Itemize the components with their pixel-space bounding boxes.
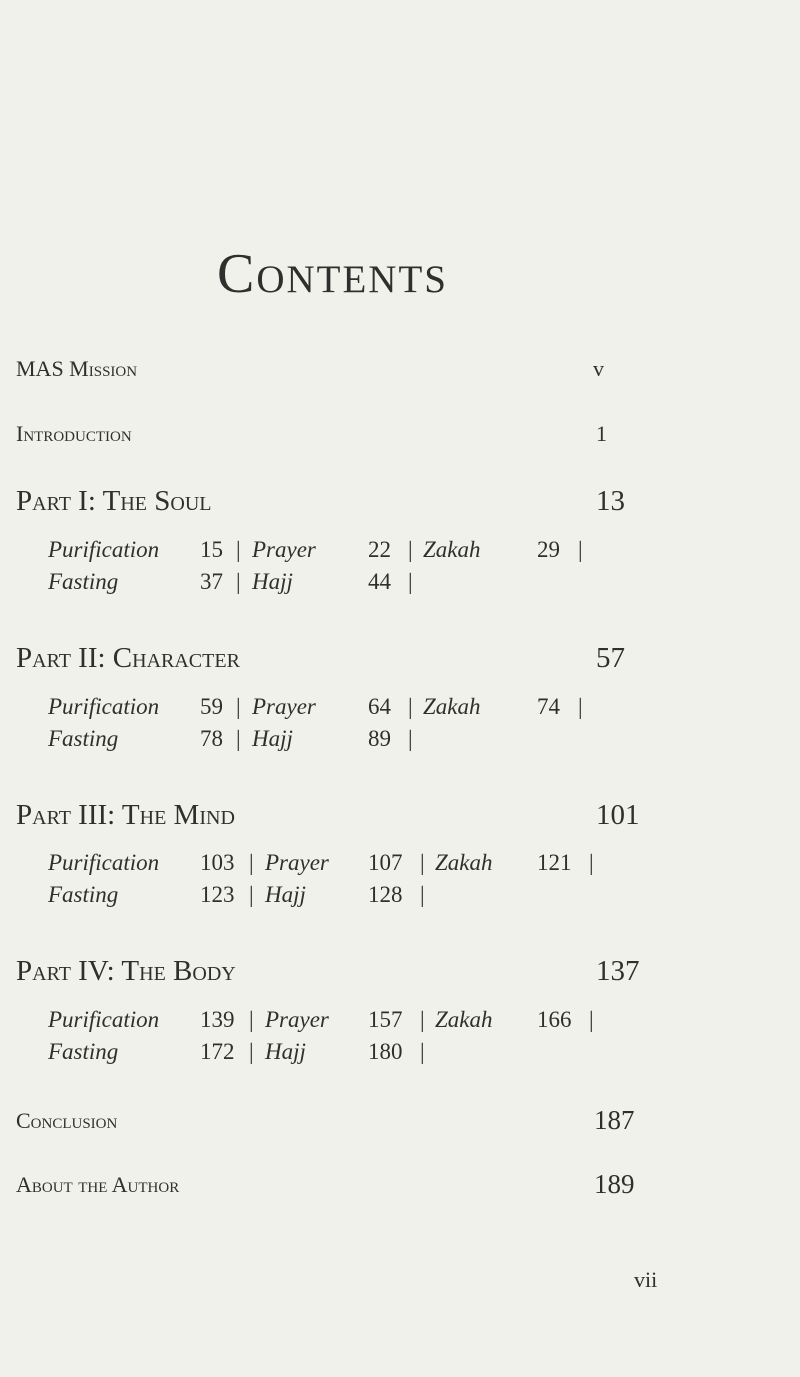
- separator: |: [249, 850, 254, 875]
- separator: |: [420, 882, 425, 907]
- subentry-name[interactable]: Prayer: [252, 537, 316, 562]
- subentry-name[interactable]: Zakah: [435, 1007, 493, 1032]
- page-title: Contents: [216, 243, 448, 305]
- subentry-name[interactable]: Hajj: [265, 882, 306, 907]
- toc-entry-mas-mission[interactable]: [16, 356, 626, 382]
- entry-label: About the Author: [16, 1172, 180, 1197]
- entry-page: 57: [596, 642, 625, 674]
- subentry-page: 64: [368, 694, 391, 719]
- entry-label: Part III: The Mind: [16, 799, 235, 831]
- entry-page: 187: [594, 1105, 635, 1135]
- subentry-page: 139: [200, 1007, 235, 1032]
- toc-entry-part-4[interactable]: [16, 955, 640, 988]
- separator: |: [249, 1007, 254, 1032]
- subentry-name[interactable]: Prayer: [265, 850, 329, 875]
- entry-page: 1: [596, 421, 607, 446]
- subentry-page: 22: [368, 537, 391, 562]
- subentry-name[interactable]: Purification: [48, 1007, 160, 1032]
- entry-page: 13: [596, 485, 625, 517]
- subentry-page: 44: [368, 569, 391, 594]
- toc-entry-about-author[interactable]: [16, 1169, 635, 1199]
- entry-page: 189: [594, 1169, 635, 1199]
- subentry-page: 78: [200, 726, 223, 751]
- separator: |: [236, 569, 241, 594]
- separator: |: [589, 850, 594, 875]
- separator: |: [408, 694, 413, 719]
- separator: |: [420, 1039, 425, 1064]
- subentry-page: 29: [537, 537, 560, 562]
- toc-entry-part-3[interactable]: [16, 799, 640, 832]
- subentry-name[interactable]: Zakah: [435, 850, 493, 875]
- separator: |: [408, 726, 413, 751]
- separator: |: [236, 694, 241, 719]
- subentry-page: 166: [537, 1007, 572, 1032]
- entry-page: 137: [596, 955, 640, 987]
- subentry-page: 172: [200, 1039, 235, 1064]
- separator: |: [249, 1039, 254, 1064]
- subentry-name[interactable]: Purification: [48, 850, 160, 875]
- subentry-name[interactable]: Fasting: [48, 569, 119, 594]
- subentry-name[interactable]: Zakah: [423, 537, 481, 562]
- toc-entry-part-2[interactable]: [16, 642, 626, 675]
- toc-entry-conclusion[interactable]: [16, 1105, 635, 1135]
- toc-entry-introduction[interactable]: [16, 421, 626, 447]
- entry-label: Part II: Character: [16, 642, 240, 674]
- subentry-name[interactable]: Purification: [48, 537, 160, 562]
- subentry-page: 59: [200, 694, 223, 719]
- subentry-name[interactable]: Hajj: [265, 1039, 306, 1064]
- subentry-page: 157: [368, 1007, 403, 1032]
- subentry-name[interactable]: Hajj: [252, 726, 293, 751]
- page-number: vii: [634, 1267, 658, 1292]
- entry-label: MAS Mission: [16, 356, 138, 381]
- separator: |: [420, 850, 425, 875]
- entry-page: 101: [596, 799, 640, 831]
- subentry-page: 123: [200, 882, 235, 907]
- separator: |: [578, 537, 583, 562]
- subentry-page: 89: [368, 726, 391, 751]
- separator: |: [408, 537, 413, 562]
- toc-entry-part-1[interactable]: [16, 485, 626, 518]
- subentry-name[interactable]: Hajj: [252, 569, 293, 594]
- subentry-page: 74: [537, 694, 560, 719]
- separator: |: [578, 694, 583, 719]
- subentry-page: 128: [368, 882, 403, 907]
- subentry-page: 121: [537, 850, 572, 875]
- subentry-name[interactable]: Zakah: [423, 694, 481, 719]
- subentry-name[interactable]: Fasting: [48, 726, 119, 751]
- entry-label: Part IV: The Body: [16, 955, 236, 987]
- subentry-page: 103: [200, 850, 235, 875]
- separator: |: [589, 1007, 594, 1032]
- subentry-name[interactable]: Fasting: [48, 882, 119, 907]
- subentry-name[interactable]: Purification: [48, 694, 160, 719]
- subentry-page: 107: [368, 850, 403, 875]
- separator: |: [420, 1007, 425, 1032]
- subentry-page: 180: [368, 1039, 403, 1064]
- subentry-page: 37: [200, 569, 223, 594]
- separator: |: [236, 726, 241, 751]
- separator: |: [249, 882, 254, 907]
- entry-page: v: [593, 356, 604, 381]
- entry-label: Part I: The Soul: [16, 485, 212, 517]
- subentry-name[interactable]: Fasting: [48, 1039, 119, 1064]
- separator: |: [236, 537, 241, 562]
- subentry-page: 15: [200, 537, 223, 562]
- subentry-name[interactable]: Prayer: [252, 694, 316, 719]
- entry-label: Introduction: [16, 421, 132, 446]
- entry-label: Conclusion: [16, 1108, 118, 1133]
- subentry-name[interactable]: Prayer: [265, 1007, 329, 1032]
- separator: |: [408, 569, 413, 594]
